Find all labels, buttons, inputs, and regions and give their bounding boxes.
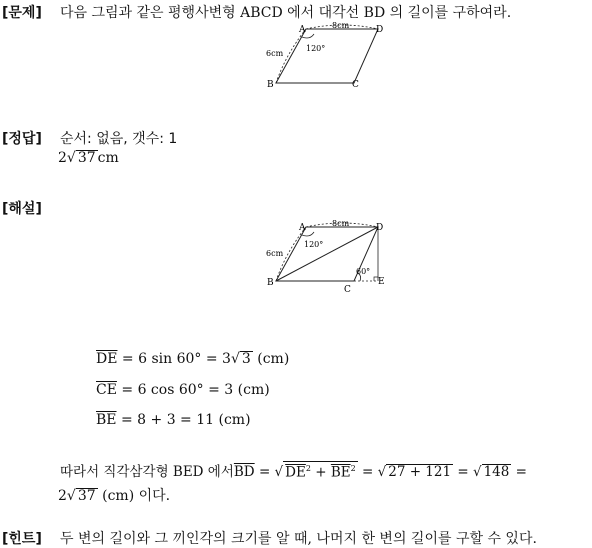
segment-ce: $\overline{CE}$ xyxy=(96,382,117,398)
radicand-148: 148 xyxy=(483,464,510,480)
eq-sign: = xyxy=(515,464,527,480)
angle-label-2: 120° xyxy=(304,240,324,249)
solution-figure xyxy=(258,218,398,294)
angle-label: 120° xyxy=(306,44,326,53)
side-length-label-2: 6cm xyxy=(266,249,284,258)
sqrt-icon: √ xyxy=(230,351,240,367)
answer-meta: 순서: 없음, 갯수: 1 xyxy=(60,131,178,147)
hint-text: 두 변의 길이와 그 끼인각의 크기를 알 때, 나머지 한 변의 길이를 구할 수 있다. xyxy=(60,531,537,547)
sqrt-icon: √ xyxy=(66,150,76,166)
radicand-sum xyxy=(283,461,358,480)
equation-be-rhs: = 8 + 3 = 11 (cm) xyxy=(120,412,251,428)
vertex-e: E xyxy=(378,277,385,287)
radicand-3: 3 xyxy=(241,351,251,367)
top-length-label-2: 8cm xyxy=(332,219,350,228)
conclusion-suffix: (cm) 이다. xyxy=(102,488,171,504)
answer-coef: 2 xyxy=(58,150,67,166)
segment-de-sq: DE xyxy=(285,464,306,480)
top-length-label: 8cm xyxy=(332,21,350,30)
vertex-a-2: A xyxy=(299,223,306,233)
problem-text: 다음 그림과 같은 평행사변형 ABCD 에서 대각선 BD 의 길이를 구하여라. xyxy=(60,5,512,21)
vertex-d: D xyxy=(376,25,384,35)
exp-2: 2 xyxy=(350,463,356,473)
unit-cm: (cm) xyxy=(257,351,290,367)
answer-tag: [정답] xyxy=(2,131,42,147)
conclusion-line1 xyxy=(60,460,527,480)
sqrt-icon: √ xyxy=(66,488,76,504)
conclusion-prefix: 따라서 직각삼각형 BED 에서 xyxy=(60,464,234,480)
sqrt-icon: √ xyxy=(472,464,482,480)
vertex-c: C xyxy=(352,80,359,90)
vertex-b: B xyxy=(267,80,274,90)
parallelogram-figure xyxy=(258,20,398,92)
answer-value xyxy=(58,150,119,166)
hint-tag: [힌트] xyxy=(2,531,42,547)
sqrt-icon: √ xyxy=(377,464,387,480)
equation-be xyxy=(96,412,251,428)
segment-be-sq: $\overline{BE}$ xyxy=(330,464,351,480)
eq-sign: = xyxy=(258,464,271,480)
segment-de: $\overline{DE}$ xyxy=(96,351,118,367)
plus-sign: + xyxy=(315,464,327,480)
answer-unit: cm xyxy=(97,150,119,166)
solution-tag: [해설] xyxy=(2,201,42,217)
exp-2: 2 xyxy=(305,463,311,473)
vertex-b-2: B xyxy=(267,278,274,288)
vertex-a: A xyxy=(299,25,306,35)
conclusion-coef: 2 xyxy=(58,488,67,504)
equation-de xyxy=(96,351,289,367)
sqrt-icon: √ xyxy=(274,464,284,480)
segment-be: $\overline{BE}$ xyxy=(96,412,117,428)
answer-radicand: 37 xyxy=(77,150,96,166)
eq-sign: = xyxy=(362,464,374,480)
eq-sign: = xyxy=(457,464,469,480)
parallelogram-shape xyxy=(276,29,378,83)
vertex-c-2: C xyxy=(344,285,351,294)
equation-de-rhs: = 6 sin 60° = 3 xyxy=(121,351,231,367)
problem-tag: [문제] xyxy=(2,5,42,21)
conclusion-line2 xyxy=(58,485,170,505)
vertex-d-2: D xyxy=(376,223,384,233)
side-length-label: 6cm xyxy=(266,49,284,58)
angle-label-60: 60° xyxy=(356,267,371,276)
equation-ce-rhs: = 6 cos 60° = 3 (cm) xyxy=(121,382,270,398)
radicand-37: 37 xyxy=(77,488,96,504)
segment-bd: $\overline{BD}$ xyxy=(233,464,255,480)
radicand-148-sum: 27 + 121 xyxy=(388,464,452,480)
equation-ce xyxy=(96,382,270,398)
